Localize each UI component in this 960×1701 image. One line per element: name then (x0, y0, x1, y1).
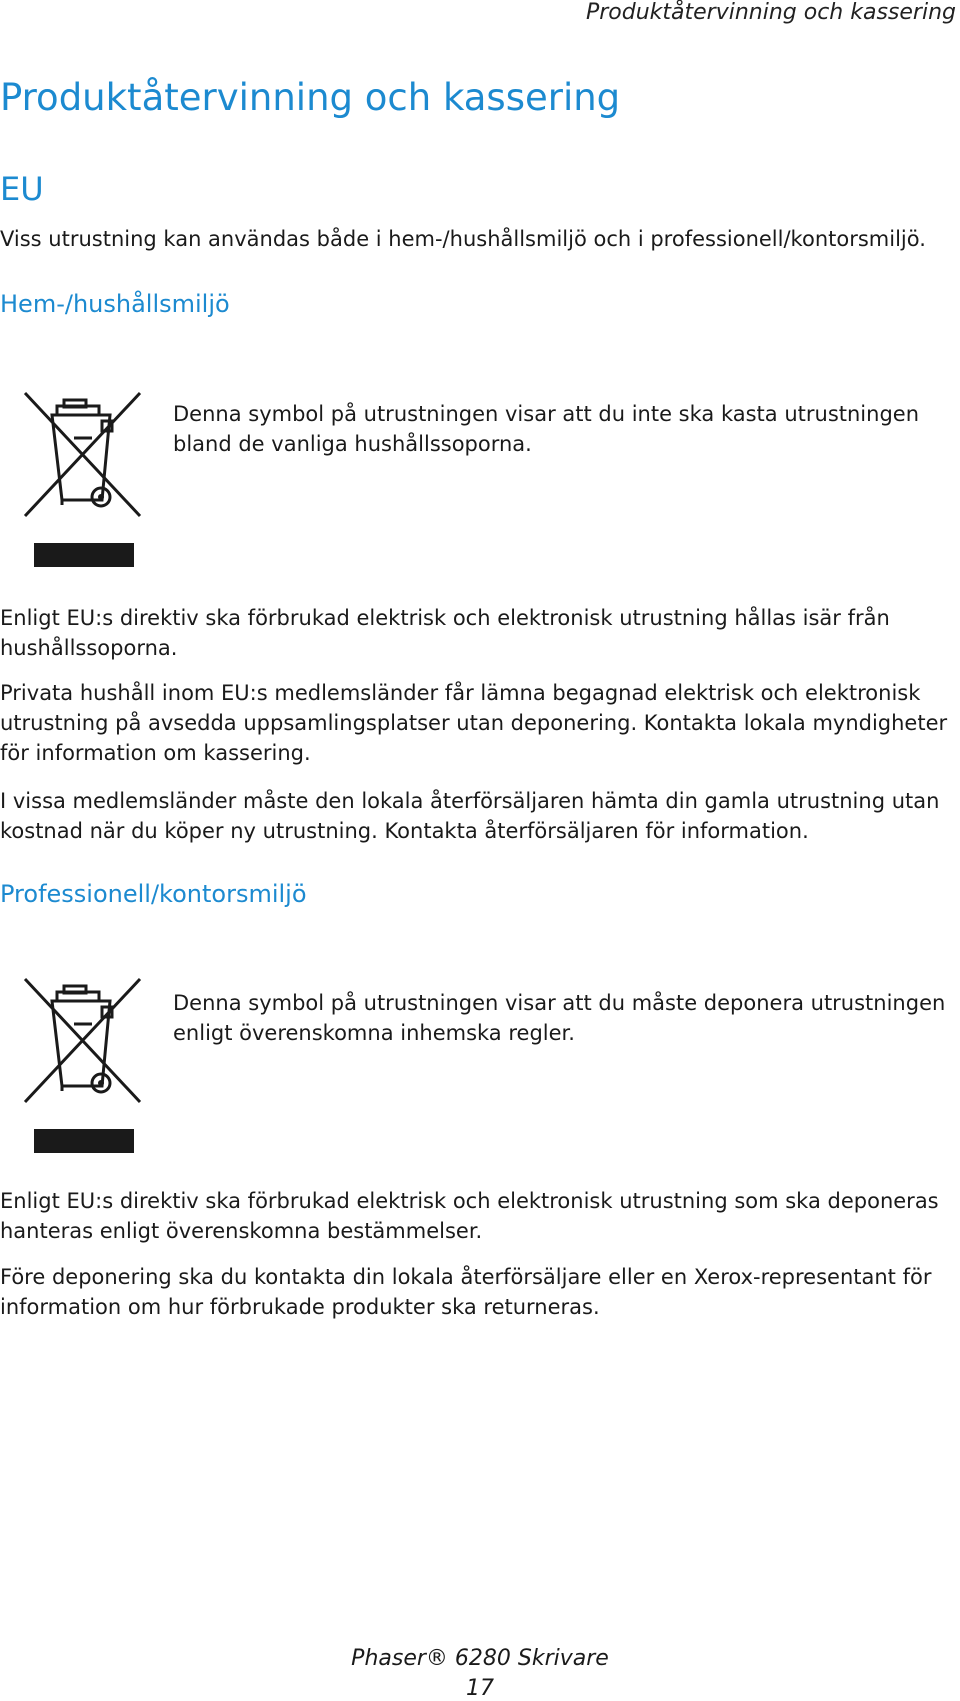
home-paragraph-2: Privata hushåll inom EU:s medlemsländer får lämna begagnad elektrisk och elektronisk utrustning på avsedda uppsamlingsplatser utan deponering. Kontakta lokala myndigheter för information om kassering. (0, 681, 948, 765)
footer-product-name: Phaser® 6280 Skrivare (351, 1646, 609, 1671)
eu-heading: EU (0, 170, 44, 208)
eu-intro-paragraph: Viss utrustning kan användas både i hem-/hushållsmiljö och i professionell/kontorsmiljö. (0, 227, 926, 251)
footer-page-number: 17 (466, 1676, 494, 1701)
home-paragraph-3: I vissa medlemsländer måste den lokala återförsäljaren hämta din gamla utrustning utan kostnad när du köper ny utrustning. Kontakta återförsäljaren för information. (0, 789, 940, 843)
professional-paragraph-2: Före deponering ska du kontakta din lokala återförsäljare eller en Xerox-representant för information om hur förbrukade produkter ska returneras. (0, 1265, 932, 1319)
professional-symbol-text: Denna symbol på utrustningen visar att du måste deponera utrustningen enligt överenskomna inhemska regler. (173, 991, 946, 1045)
home-heading: Hem-/hushållsmiljö (0, 290, 230, 318)
page-title: Produktåtervinning och kassering (0, 76, 621, 119)
professional-heading: Professionell/kontorsmiljö (0, 880, 307, 908)
professional-paragraph-1: Enligt EU:s direktiv ska förbrukad elektrisk och elektronisk utrustning som ska deponeras hanteras enligt överenskomna bestämmelser. (0, 1189, 939, 1243)
crossed-out-wheelie-bin-icon (22, 974, 142, 1154)
home-symbol-text: Denna symbol på utrustningen visar att du inte ska kasta utrustningen bland de vanliga hushållssoporna. (173, 402, 920, 456)
crossed-out-wheelie-bin-icon (22, 388, 142, 568)
running-header: Produktåtervinning och kassering (585, 0, 956, 25)
home-paragraph-1: Enligt EU:s direktiv ska förbrukad elektrisk och elektronisk utrustning hållas isär från hushållssoporna. (0, 606, 890, 660)
